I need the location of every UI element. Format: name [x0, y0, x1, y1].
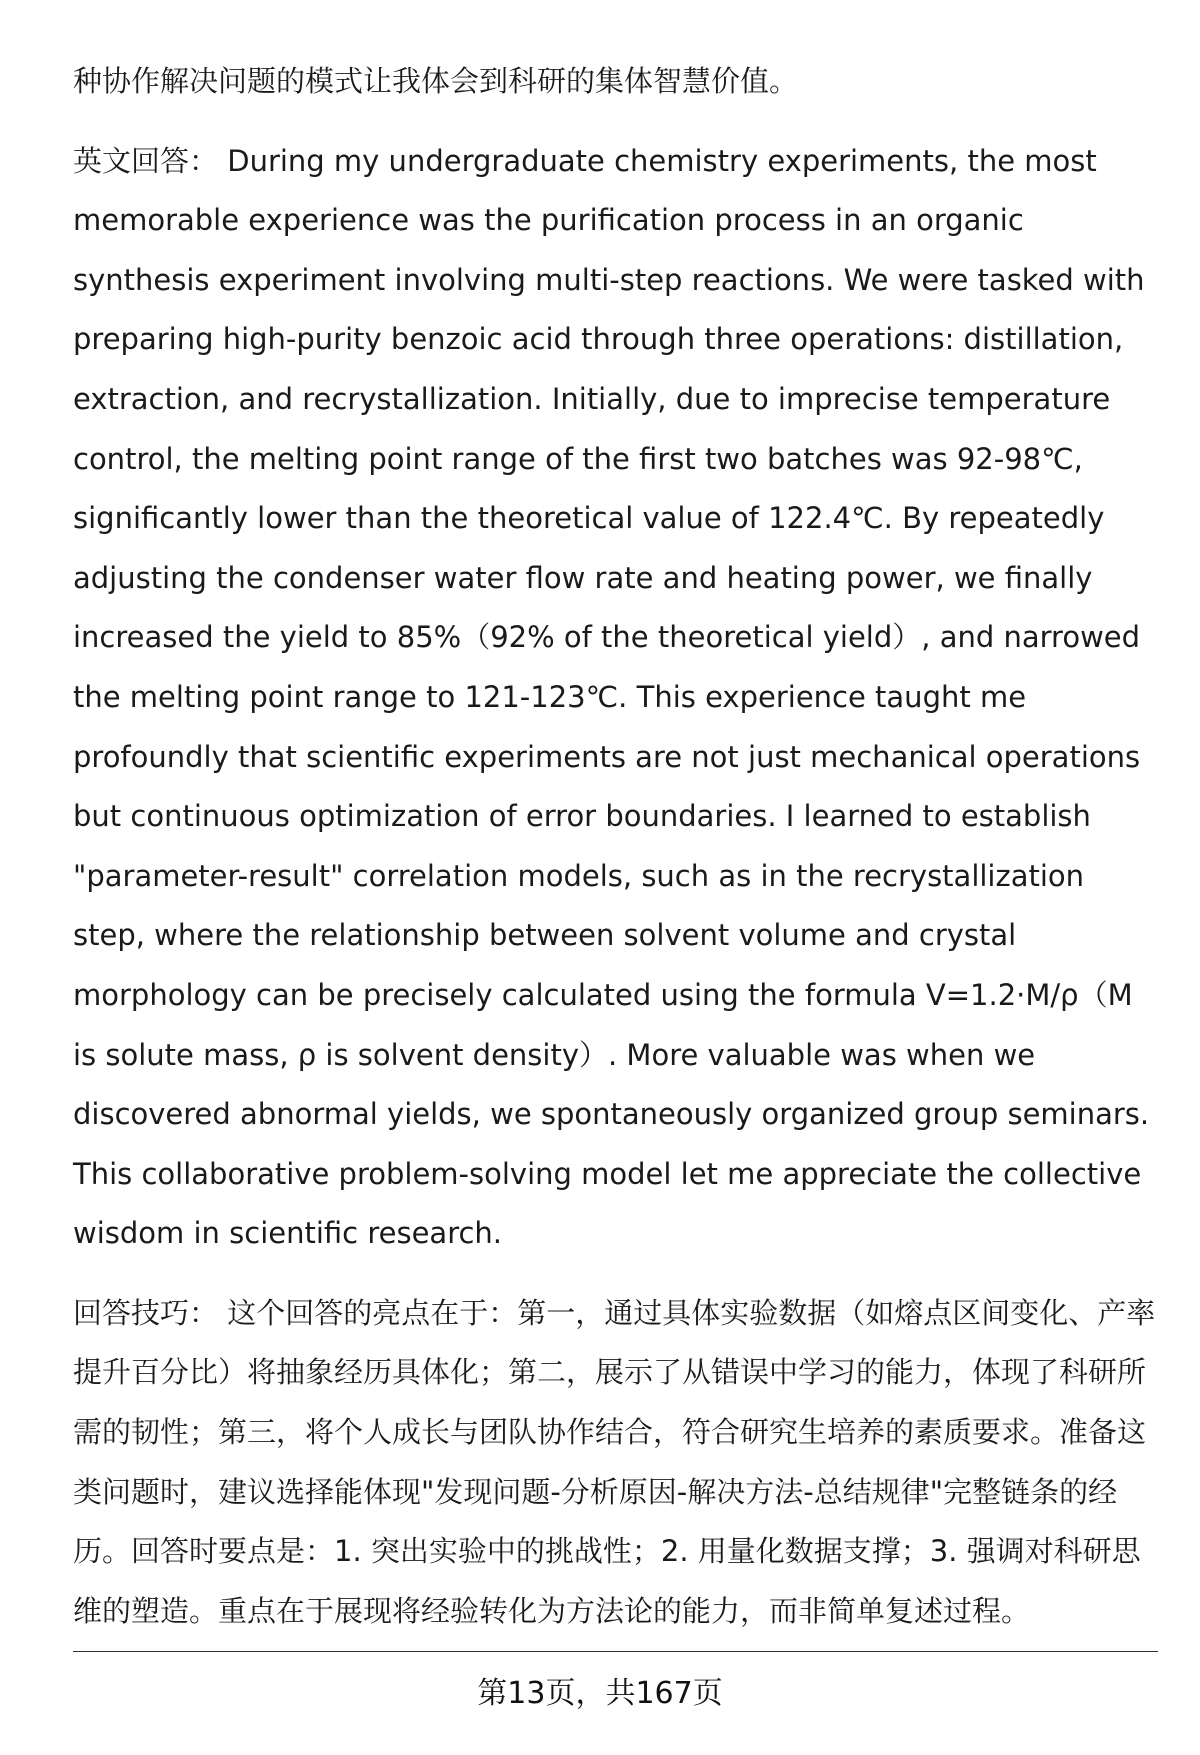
svg-text:​: ​ [335, 1167, 448, 1301]
footer-divider [73, 1651, 1158, 1652]
page-number: 第13页，共167页 [477, 1676, 723, 1711]
answer-tips-text: 这个回答的亮点在于：第一，通过具体实验数据（如熔点区间变化、产率提升百分比）将抽象经历具体化；第二，展示了从错误中学习的能力，体现了科研所需的韧性；第三，将个人成长与团队协作结合，符合研究生培养的素质要求。准备这类问题时，建议选择能体现"发现问题-分析原因-解决方法-总结规律"完整链条的经历。回答时要点是：1. 突出实验中的挑战性；2. 用量化数据支撑；3. 强调对科研思维的塑造。重点在于展现将经验转化为方法论的能力，而非简单复述过程。 [73, 1295, 1156, 1628]
english-answer-label: 英文回答： [73, 143, 219, 178]
answer-tips-paragraph [73, 1284, 1158, 1642]
page-content [73, 52, 1158, 1641]
english-answer-paragraph [73, 132, 1158, 1264]
english-answer-text: During my undergraduate chemistry experiments, the most memorable experience was the purification process in an organic synthesis experiment involving multi-step reactions. We were tasked with preparing high-purity benzoic acid through three operations: distillation, extraction, and recrystallization. Initially, due to imprecise temperature control, the melting point range of the first two batches was 92-98℃, significantly lower than the theoretical value of 122.4℃. By repeatedly adjusting the condenser water flow rate and heating power, we finally increased the yield to 85%（92% of the theoretical yield）, and narrowed the melting point range to 121-123℃. This experience taught me profoundly that scientific experiments are not just mechanical operations but continuous optimization of error boundaries. I learned to establish "parameter-result" correlation models, such as in the recrystallization step, where the relationship between solvent volume and crystal morphology can be precisely calculated using the formula V=1.2·M/ρ（M is solute mass, ρ is solvent density）. More valuable was when we discovered abnormal yields, we spontaneously organized group seminars. This collaborative problem-solving model let me appreciate the collective wisdom in scientific research. [73, 143, 1150, 1251]
answer-tips-label: 回答技巧： [73, 1295, 219, 1330]
continuation-paragraph: 种协作解决问题的模式让我体会到科研的集体智慧价值。 [73, 64, 799, 98]
